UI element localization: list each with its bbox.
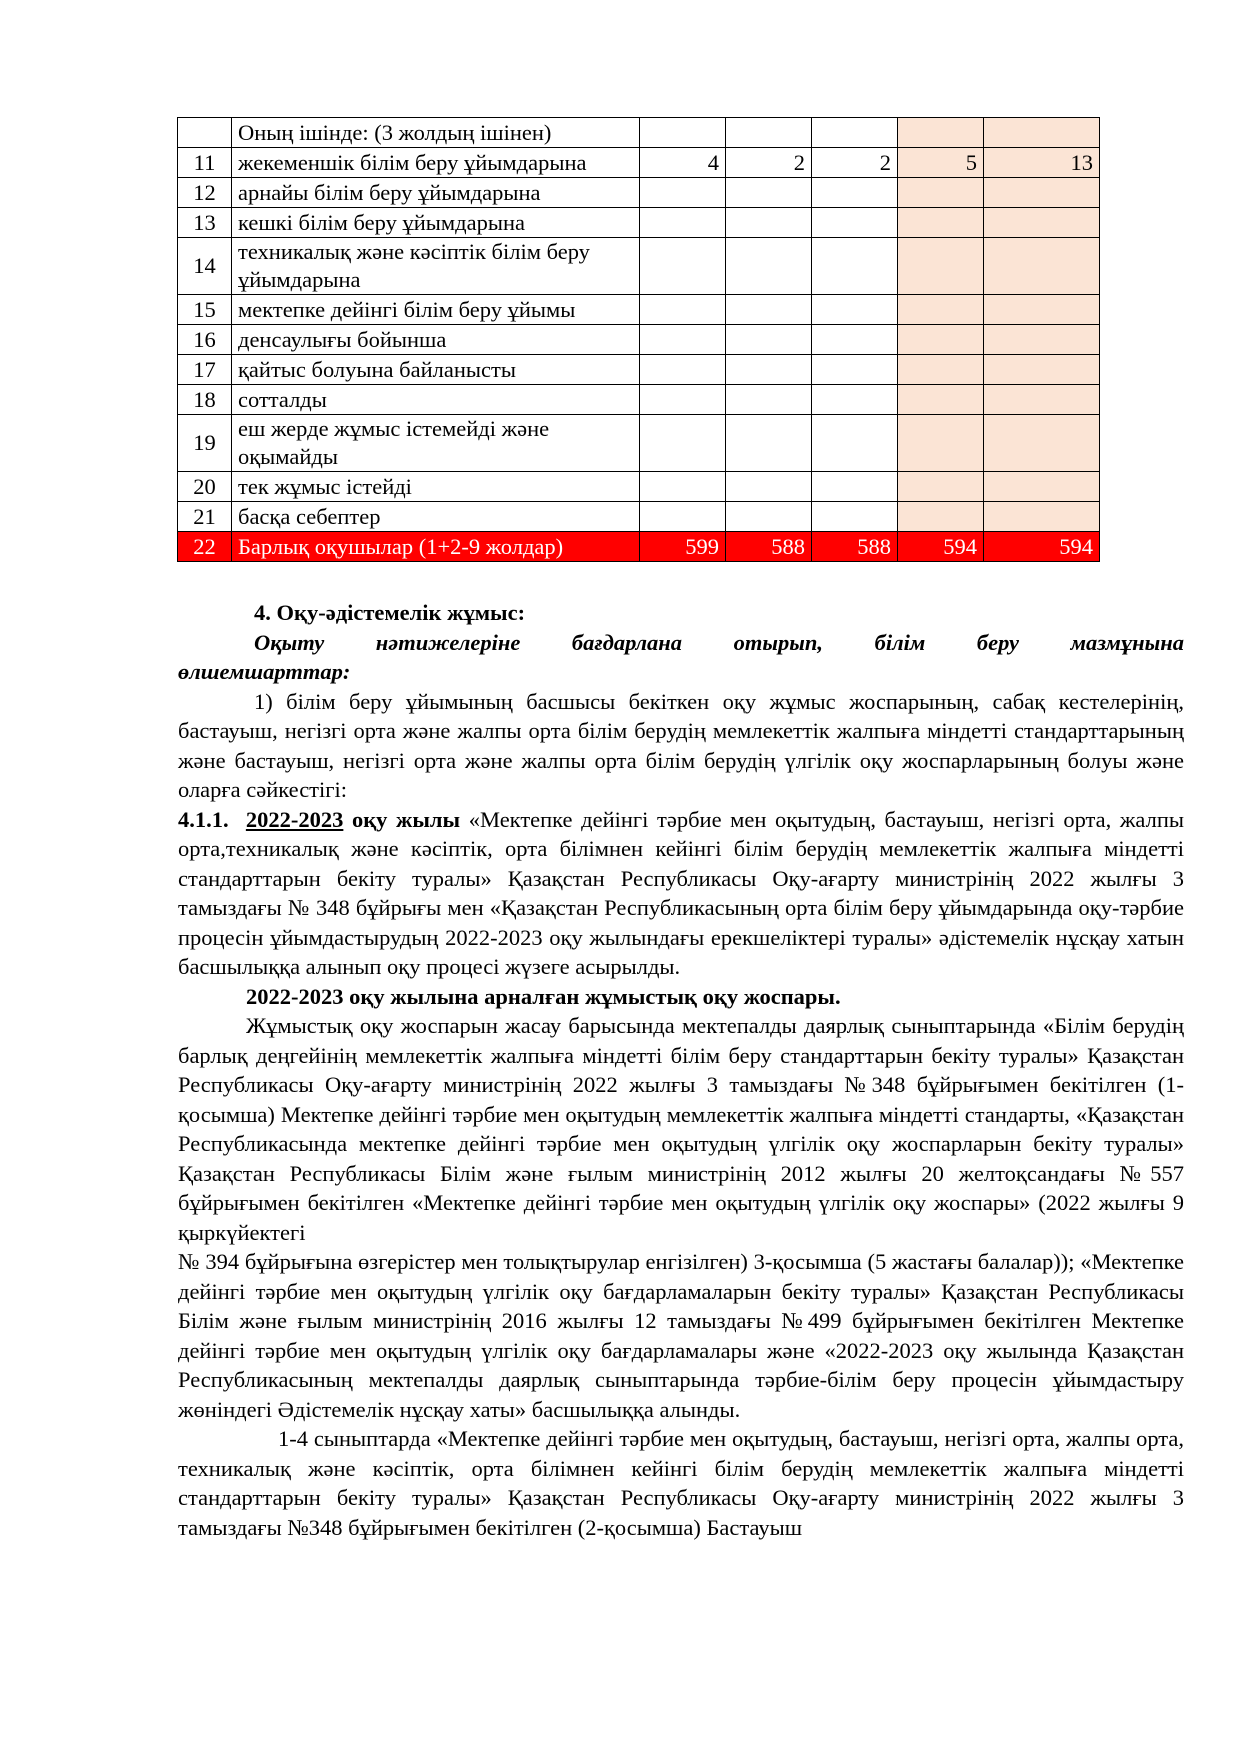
school-year: 2022-2023 [245, 806, 344, 832]
table-body [178, 118, 1100, 562]
value-cell [726, 295, 812, 325]
value-cell [640, 118, 726, 148]
row-label-cell: жекеменшік білім беру ұйымдарына [232, 148, 640, 178]
row-label-cell: басқа себептер [232, 502, 640, 532]
value-cell [812, 118, 898, 148]
value-cell [984, 355, 1100, 385]
value-cell [812, 325, 898, 355]
criteria-word: білім [874, 629, 926, 655]
table-row [178, 325, 1100, 355]
value-cell [726, 502, 812, 532]
criteria-word: мазмұнына [1070, 629, 1184, 655]
row-number-cell: 21 [178, 502, 232, 532]
value-cell: 599 [640, 532, 726, 562]
value-cell [898, 178, 984, 208]
value-cell [812, 415, 898, 472]
row-label-cell: арнайы білім беру ұйымдарына [232, 178, 640, 208]
criteria-heading [178, 628, 1184, 658]
value-cell [984, 385, 1100, 415]
value-cell [640, 502, 726, 532]
criteria-word: бағдарлана [571, 629, 683, 655]
row-number-cell: 17 [178, 355, 232, 385]
table-row [178, 238, 1100, 295]
row-number-cell: 16 [178, 325, 232, 355]
row-number-cell: 20 [178, 472, 232, 502]
paragraph-4-1-1-text: «Мектепке дейінгі тәрбие мен оқытудың, бастауыш, негізгі орта, жалпы орта,техникалық және кәсіптік, орта білімнен кейінгі білім берудің мемлекеттік жалпыға міндетті стандарттарын бекіту туралы» Қазақстан Республикасы Оқу-ағарту министрінің 2022 жылғы 3 тамыздағы № 348 бұйрығы мен «Қазақстан Республикасының орта білім беру ұйымдарында оқу-тәрбие процесін ұйымдастырудың 2022-2023 оқу жылындағы ерекшеліктері туралы» әдістемелік нұсқау хатын басшылыққа алынып оқу процесі жүзеге асырылды. [178, 806, 1185, 979]
value-cell [898, 355, 984, 385]
value-cell [812, 502, 898, 532]
value-cell [984, 118, 1100, 148]
value-cell: 588 [812, 532, 898, 562]
value-cell [640, 238, 726, 295]
value-cell [984, 238, 1100, 295]
row-label-cell: денсаулығы бойынша [232, 325, 640, 355]
value-cell: 2 [812, 148, 898, 178]
table-row [178, 208, 1100, 238]
value-cell [812, 208, 898, 238]
paragraph-criteria-1: 1) білім беру ұйымының басшысы бекіткен оқу жұмыс жоспарының, сабақ кестелерінің, бастауыш, негізгі орта және жалпы орта білім берудің мемлекеттік жалпыға міндетті стандарттарының және бастауыш, негізгі орта және жалпы орта білім берудің үлгілік оқу жоспарларының болуы және оларға сәйкестігі: [178, 688, 1184, 802]
table-row [178, 415, 1100, 472]
row-label-cell: тек жұмыс істейді [232, 472, 640, 502]
value-cell: 4 [640, 148, 726, 178]
criteria-word: Оқыту [254, 629, 325, 655]
value-cell [726, 208, 812, 238]
value-cell [726, 385, 812, 415]
value-cell [640, 208, 726, 238]
row-label-cell: еш жерде жұмыс істемейді және оқымайды [232, 415, 640, 472]
value-cell [812, 295, 898, 325]
value-cell [984, 325, 1100, 355]
item-number: 4.1.1. [178, 806, 229, 832]
value-cell [984, 415, 1100, 472]
value-cell: 594 [984, 532, 1100, 562]
value-cell: 594 [898, 532, 984, 562]
statistics-table-container [177, 117, 1100, 562]
value-cell [984, 178, 1100, 208]
row-number-cell: 12 [178, 178, 232, 208]
criteria-word: нәтижелеріне [375, 629, 521, 655]
student-movement-table [177, 117, 1100, 562]
table-row [178, 472, 1100, 502]
value-cell [898, 472, 984, 502]
value-cell [984, 472, 1100, 502]
row-label-cell: сотталды [232, 385, 640, 415]
document-body [178, 598, 1184, 1542]
paragraph-4-1-1 [178, 805, 1184, 982]
row-number-cell: 13 [178, 208, 232, 238]
value-cell [726, 325, 812, 355]
row-number-cell: 22 [178, 532, 232, 562]
value-cell [898, 502, 984, 532]
value-cell [726, 415, 812, 472]
value-cell [726, 118, 812, 148]
value-cell [984, 502, 1100, 532]
row-number-cell: 14 [178, 238, 232, 295]
row-number-cell: 19 [178, 415, 232, 472]
value-cell [898, 385, 984, 415]
value-cell [898, 325, 984, 355]
row-number-cell: 11 [178, 148, 232, 178]
section-title: 4. Оқу-әдістемелік жұмыс: [254, 600, 526, 625]
row-number-cell [178, 118, 232, 148]
row-number-cell: 18 [178, 385, 232, 415]
table-row [178, 148, 1100, 178]
value-cell [640, 472, 726, 502]
value-cell [812, 238, 898, 295]
row-label-cell: қайтыс болуына байланысты [232, 355, 640, 385]
value-cell [726, 238, 812, 295]
school-year-suffix: оқу жылы [343, 806, 461, 832]
value-cell [898, 238, 984, 295]
value-cell [812, 355, 898, 385]
value-cell [640, 295, 726, 325]
value-cell [898, 295, 984, 325]
table-row [178, 178, 1100, 208]
value-cell [726, 178, 812, 208]
value-cell [640, 325, 726, 355]
table-row-total [178, 532, 1100, 562]
row-label-cell: кешкі білім беру ұйымдарына [232, 208, 640, 238]
row-label-cell: техникалық және кәсіптік білім беру ұйымдарына [232, 238, 640, 295]
value-cell [640, 385, 726, 415]
table-row [178, 385, 1100, 415]
value-cell [726, 472, 812, 502]
value-cell: 2 [726, 148, 812, 178]
value-cell: 5 [898, 148, 984, 178]
value-cell [898, 208, 984, 238]
table-row [178, 355, 1100, 385]
paragraph-grades-1-4: 1-4 сыныптарда «Мектепке дейінгі тәрбие мен оқытудың, бастауыш, негізгі орта, жалпы орта, техникалық және кәсіптік, орта білімнен кейінгі білім берудің мемлекеттік жалпыға міндетті стандарттарын бекіту туралы» Қазақстан Республикасы Оқу-ағарту министрінің 2022 жылғы 3 тамыздағы №348 бұйрығымен бекітілген (2-қосымша) Бастауыш [178, 1426, 1184, 1540]
row-label-cell: мектепке дейінгі білім беру ұйымы [232, 295, 640, 325]
table-row [178, 295, 1100, 325]
value-cell: 588 [726, 532, 812, 562]
table-row [178, 118, 1100, 148]
paragraph-order-394: № 394 бұйрығына өзгерістер мен толықтырулар енгізілген) 3-қосымша (5 жастағы балалар)); «Мектепке дейінгі тәрбие мен оқытудың үлгілік оқу бағдарламаларын бекіту туралы» Қазақстан Республикасы Білім және ғылым министрінің 2016 жылғы 12 тамыздағы №499 бұйрығымен бекітілген Мектепке дейінгі тәрбие мен оқытудың үлгілік оқу бағдарламалары және «2022-2023 оқу жылында Қазақстан Республикасының мектепалды даярлық сыныптарында тәрбие-білім беру процесін ұйымдастыру жөніндегі Әдістемелік нұсқау хаты» басшылыққа алынды. [178, 1249, 1184, 1422]
row-label-cell: Оның ішінде: (3 жолдың ішінен) [232, 118, 640, 148]
row-label-cell: Барлық оқушылар (1+2-9 жолдар) [232, 532, 640, 562]
criteria-heading-line2: өлшемшарттар: [178, 659, 351, 684]
value-cell [812, 472, 898, 502]
work-plan-title: 2022-2023 оқу жылына арналған жұмыстық оқу жоспары. [246, 983, 841, 1009]
value-cell [640, 178, 726, 208]
criteria-word: беру [976, 629, 1020, 655]
value-cell [726, 355, 812, 385]
value-cell [812, 178, 898, 208]
value-cell [640, 355, 726, 385]
value-cell: 13 [984, 148, 1100, 178]
value-cell [812, 385, 898, 415]
value-cell [640, 415, 726, 472]
criteria-word: отырып, [733, 629, 824, 655]
value-cell [898, 415, 984, 472]
value-cell [984, 208, 1100, 238]
value-cell [898, 118, 984, 148]
value-cell [984, 295, 1100, 325]
paragraph-work-plan: Жұмыстық оқу жоспарын жасау барысында мектепалды даярлық сыныптарында «Білім берудің барлық деңгейінің мемлекеттік жалпыға міндетті білім беру стандарттарын бекіту туралы» Қазақстан Республикасы Оқу-ағарту министрінің 2022 жылғы 3 тамыздағы №348 бұйрығымен бекітілген (1-қосымша) Мектепке дейінгі тәрбие мен оқытудың мемлекеттік жалпыға міндетті стандарты, «Қазақстан Республикасында мектепке дейінгі тәрбие мен оқытудың үлгілік оқу жоспарларын бекіту туралы» Қазақстан Республикасы Білім және ғылым министрінің 2012 жылғы 20 желтоқсандағы №557 бұйрығымен бекітілген «Мектепке дейінгі тәрбие мен оқытудың үлгілік оқу жоспары» (2022 жылғы 9 қыркүйектегі [178, 1013, 1184, 1245]
table-row [178, 502, 1100, 532]
row-number-cell: 15 [178, 295, 232, 325]
